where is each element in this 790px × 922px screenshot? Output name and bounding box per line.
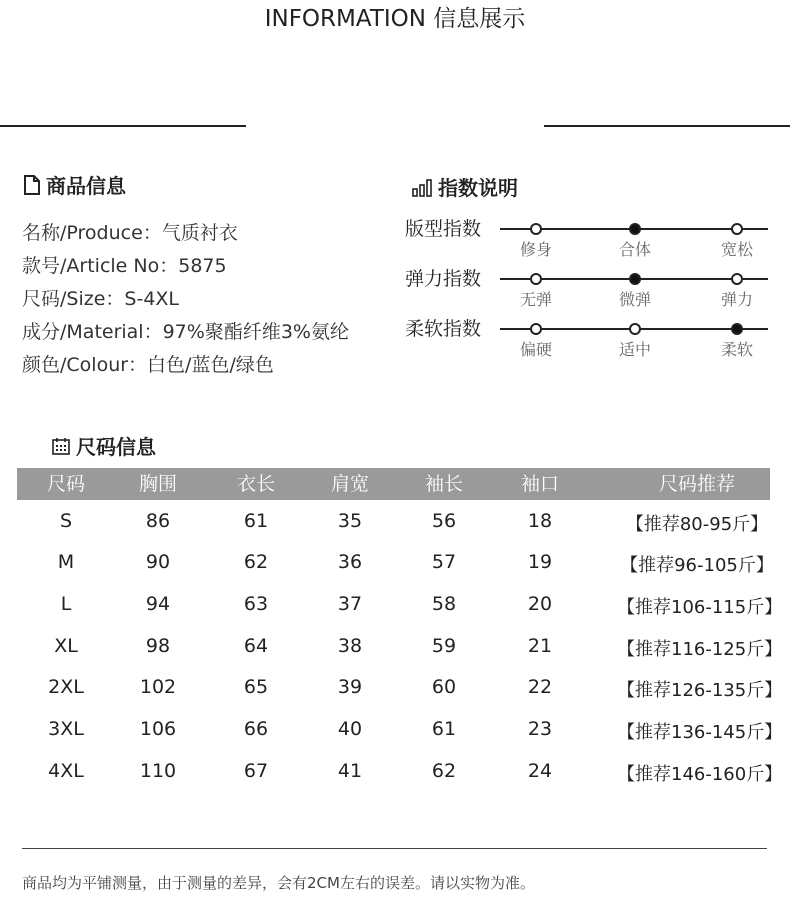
size-table-cell: L (60, 593, 72, 615)
size-table-cell: 21 (527, 635, 553, 657)
title-rule-left (0, 125, 246, 127)
size-table-column-header: 袖口 (520, 473, 559, 495)
size-table-cell: 61 (431, 718, 457, 740)
footer-divider (22, 848, 767, 849)
size-table-cell: 【推荐106-115斤】 (617, 597, 783, 618)
index-option-label: 弹力 (720, 290, 753, 309)
index-dot (629, 323, 641, 335)
product-info-line: 成分/Material：97%聚酯纤维3%氨纶 (22, 321, 349, 343)
size-table-header (17, 468, 770, 500)
size-table-cell: 37 (337, 593, 363, 615)
index-option-label: 修身 (519, 240, 552, 259)
size-table-cell: 40 (337, 718, 363, 740)
size-table-column-header: 肩宽 (330, 473, 369, 495)
size-table-cell: 2XL (48, 676, 84, 698)
size-table-cell: 【推荐146-160斤】 (617, 764, 783, 785)
size-table-cell: 38 (337, 635, 363, 657)
index-option-label: 偏硬 (519, 340, 552, 359)
size-table-cell: 4XL (48, 760, 84, 782)
size-table-column-header: 袖长 (424, 473, 463, 495)
size-table-cell: 63 (243, 593, 269, 615)
size-table-cell: XL (54, 635, 78, 657)
size-table-cell: 64 (243, 635, 269, 657)
index-heading (412, 172, 518, 201)
index-option-label: 柔软 (720, 340, 753, 359)
product-info-line: 尺码/Size：S-4XL (22, 288, 180, 310)
size-table-cell: 62 (431, 760, 457, 782)
index-dot (731, 273, 743, 285)
index-dot (530, 223, 542, 235)
size-table-cell: 58 (431, 593, 457, 615)
index-option-label: 适中 (618, 340, 651, 359)
size-table-cell: 36 (337, 551, 363, 573)
index-dot (731, 223, 743, 235)
size-table-cell: 65 (243, 676, 269, 698)
title-rule-right (544, 125, 790, 127)
index-dot (530, 273, 542, 285)
product-info-line: 颜色/Colour：白色/蓝色/绿色 (22, 354, 274, 376)
size-table-cell: 【推荐96-105斤】 (620, 555, 774, 576)
size-table-cell: 86 (145, 510, 171, 532)
size-table-cell: 【推荐126-135斤】 (617, 680, 783, 701)
size-table-cell: 【推荐136-145斤】 (617, 722, 783, 743)
size-table-cell: 35 (337, 510, 363, 532)
size-table-cell: 22 (527, 676, 553, 698)
size-table-cell: 62 (243, 551, 269, 573)
size-table-cell: M (57, 551, 75, 573)
size-info-heading (52, 431, 156, 460)
product-info-title: 商品信息 (46, 174, 126, 198)
size-info-title: 尺码信息 (76, 435, 156, 459)
size-table-cell: 59 (431, 635, 457, 657)
index-title: 指数说明 (438, 176, 518, 200)
size-table-cell: 66 (243, 718, 269, 740)
product-info-line: 款号/Article No：5875 (22, 255, 227, 277)
index-label: 弹力指数 (405, 268, 482, 290)
size-table-cell: 57 (431, 551, 457, 573)
size-table-column-header: 衣长 (236, 473, 275, 495)
bar-chart-icon (412, 177, 432, 197)
size-table-cell: 3XL (48, 718, 84, 740)
size-table-cell: 94 (145, 593, 171, 615)
size-table-column-header: 胸围 (138, 473, 177, 495)
index-option-label: 无弹 (519, 290, 552, 309)
index-option-label: 宽松 (720, 240, 753, 259)
size-table-cell: 18 (527, 510, 553, 532)
index-option-label: 微弹 (618, 290, 651, 309)
size-table-cell: 24 (527, 760, 553, 782)
page-title: INFORMATION 信息展示 (264, 6, 526, 32)
size-table-cell: 19 (527, 551, 553, 573)
index-label: 柔软指数 (405, 318, 482, 340)
index-dot-selected (629, 273, 641, 285)
size-table-cell: 41 (337, 760, 363, 782)
size-table-cell: 67 (243, 760, 269, 782)
size-table-cell: 23 (527, 718, 553, 740)
index-label: 版型指数 (405, 218, 482, 240)
index-dot (530, 323, 542, 335)
size-table-cell: 110 (139, 760, 177, 782)
size-table-cell: 【推荐80-95斤】 (625, 514, 769, 535)
size-table-column-header: 尺码 (46, 473, 85, 495)
index-option-label: 合体 (618, 240, 651, 259)
size-table-cell: S (59, 510, 73, 532)
size-table-cell: 98 (145, 635, 171, 657)
document-icon (24, 175, 40, 195)
size-table-cell: 60 (431, 676, 457, 698)
footnote: 商品均为平铺测量，由于测量的差异，会有2CM左右的误差。请以实物为准。 (22, 874, 535, 892)
size-table-cell: 102 (139, 676, 177, 698)
product-info-line: 名称/Produce：气质衬衣 (22, 222, 238, 244)
size-table-column-header: 尺码推荐 (658, 473, 735, 495)
size-table-cell: 56 (431, 510, 457, 532)
size-table-cell: 90 (145, 551, 171, 573)
product-info-heading (24, 170, 126, 199)
size-table-cell: 【推荐116-125斤】 (617, 639, 783, 660)
index-dot-selected (731, 323, 743, 335)
size-table-cell: 106 (139, 718, 177, 740)
index-dot-selected (629, 223, 641, 235)
size-table-cell: 61 (243, 510, 269, 532)
size-table-cell: 39 (337, 676, 363, 698)
ruler-grid-icon (52, 437, 70, 455)
size-table-cell: 20 (527, 593, 553, 615)
